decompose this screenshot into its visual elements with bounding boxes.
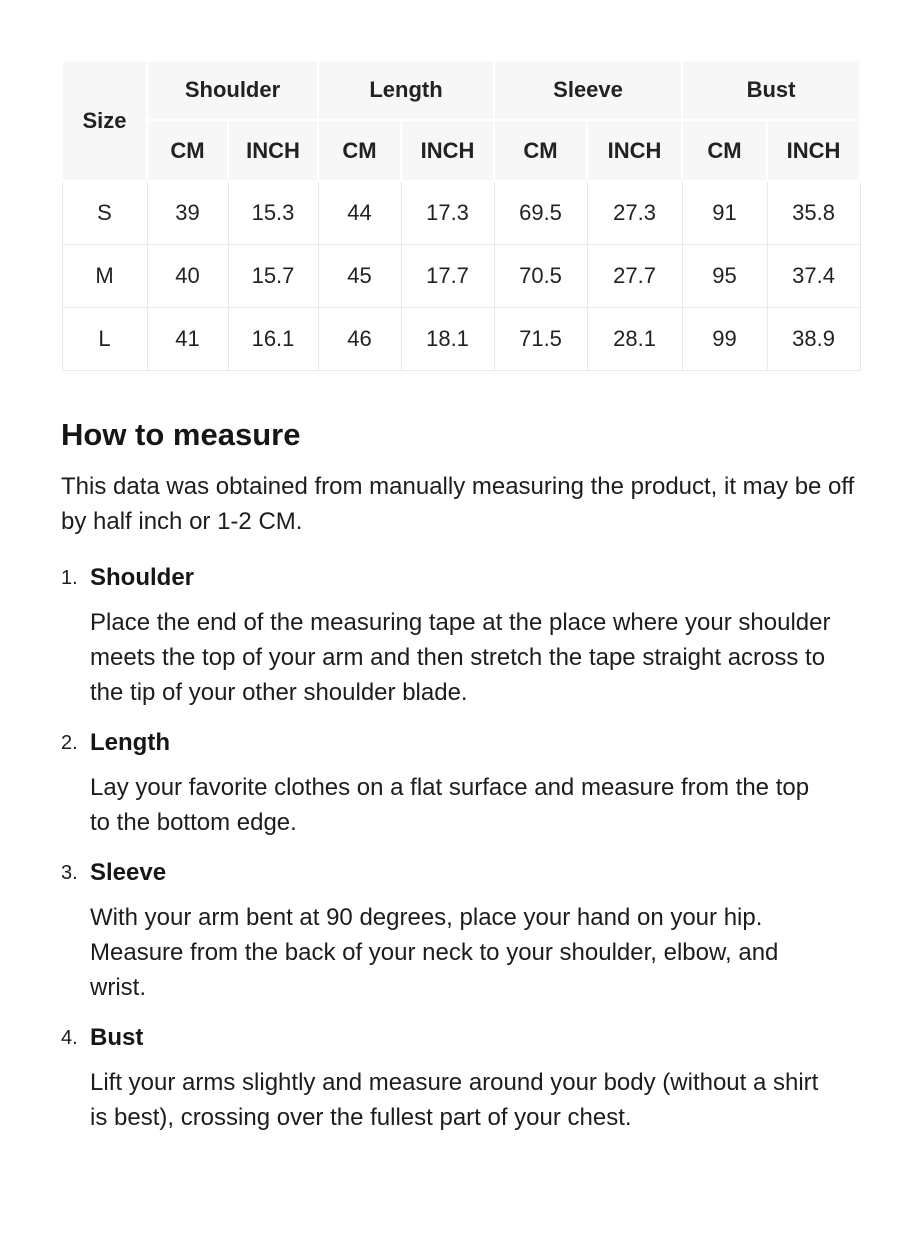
size-cell: S xyxy=(62,181,147,244)
step-title: Length xyxy=(90,728,170,756)
size-chart-table xyxy=(61,59,861,371)
value-cell: 37.4 xyxy=(767,244,860,307)
value-cell: 46 xyxy=(318,307,401,370)
intro-text: This data was obtained from manually measuring the product, it may be off by half inch or 1-2 CM. xyxy=(61,472,855,535)
unit-header-sleeve-inch: INCH xyxy=(587,120,682,181)
table-group-header-row xyxy=(62,60,860,120)
unit-header-shoulder-inch: INCH xyxy=(228,120,318,181)
unit-header-bust-cm: CM xyxy=(682,120,767,181)
unit-header-sleeve-cm: CM xyxy=(494,120,587,181)
value-cell: 27.7 xyxy=(587,244,682,307)
size-cell: M xyxy=(62,244,147,307)
value-cell: 38.9 xyxy=(767,307,860,370)
value-cell: 41 xyxy=(147,307,228,370)
value-cell: 91 xyxy=(682,181,767,244)
value-cell: 17.3 xyxy=(401,181,494,244)
value-cell: 44 xyxy=(318,181,401,244)
step-heading xyxy=(61,563,859,592)
value-cell: 35.8 xyxy=(767,181,860,244)
unit-header-length-inch: INCH xyxy=(401,120,494,181)
step-description: Lift your arms slightly and measure around your body (without a shirt is best), crossing over the fullest part of your chest. xyxy=(90,1068,819,1131)
unit-header-bust-inch: INCH xyxy=(767,120,860,181)
step-title: Bust xyxy=(90,1023,144,1051)
table-row-l xyxy=(62,307,860,370)
step-heading xyxy=(61,728,859,757)
step-description: Place the end of the measuring tape at the place where your shoulder meets the top of your arm and then stretch the tape straight across to the tip of your other shoulder blade. xyxy=(90,608,831,706)
step-number: 4. xyxy=(61,1026,78,1049)
unit-header-length-cm: CM xyxy=(318,120,401,181)
measure-step-bust xyxy=(61,1023,859,1135)
value-cell: 45 xyxy=(318,244,401,307)
group-header-shoulder: Shoulder xyxy=(147,60,318,120)
value-cell: 39 xyxy=(147,181,228,244)
group-header-length: Length xyxy=(318,60,494,120)
size-cell: L xyxy=(62,307,147,370)
value-cell: 28.1 xyxy=(587,307,682,370)
unit-header-shoulder-cm: CM xyxy=(147,120,228,181)
step-title: Shoulder xyxy=(90,563,195,591)
value-cell: 99 xyxy=(682,307,767,370)
value-cell: 71.5 xyxy=(494,307,587,370)
value-cell: 95 xyxy=(682,244,767,307)
step-description: With your arm bent at 90 degrees, place your hand on your hip. Measure from the back of your neck to your shoulder, elbow, and wrist. xyxy=(90,903,779,1001)
step-number: 2. xyxy=(61,731,78,754)
step-description: Lay your favorite clothes on a flat surface and measure from the top to the bottom edge. xyxy=(90,773,810,836)
value-cell: 18.1 xyxy=(401,307,494,370)
value-cell: 69.5 xyxy=(494,181,587,244)
value-cell: 70.5 xyxy=(494,244,587,307)
measure-step-length xyxy=(61,728,859,840)
table-row-m xyxy=(62,244,860,307)
table-unit-header-row xyxy=(62,120,860,181)
value-cell: 40 xyxy=(147,244,228,307)
measure-steps-list xyxy=(61,563,859,1135)
step-heading xyxy=(61,1023,859,1052)
value-cell: 27.3 xyxy=(587,181,682,244)
measure-step-sleeve xyxy=(61,858,859,1005)
measure-step-shoulder xyxy=(61,563,859,710)
value-cell: 15.3 xyxy=(228,181,318,244)
table-row-s xyxy=(62,181,860,244)
value-cell: 15.7 xyxy=(228,244,318,307)
group-header-sleeve: Sleeve xyxy=(494,60,682,120)
section-title: How to measure xyxy=(61,416,301,452)
value-cell: 16.1 xyxy=(228,307,318,370)
step-number: 3. xyxy=(61,861,78,884)
step-heading xyxy=(61,858,859,887)
size-column-header: Size xyxy=(62,60,147,181)
step-title: Sleeve xyxy=(90,858,167,886)
step-number: 1. xyxy=(61,566,78,589)
group-header-bust: Bust xyxy=(682,60,860,120)
value-cell: 17.7 xyxy=(401,244,494,307)
